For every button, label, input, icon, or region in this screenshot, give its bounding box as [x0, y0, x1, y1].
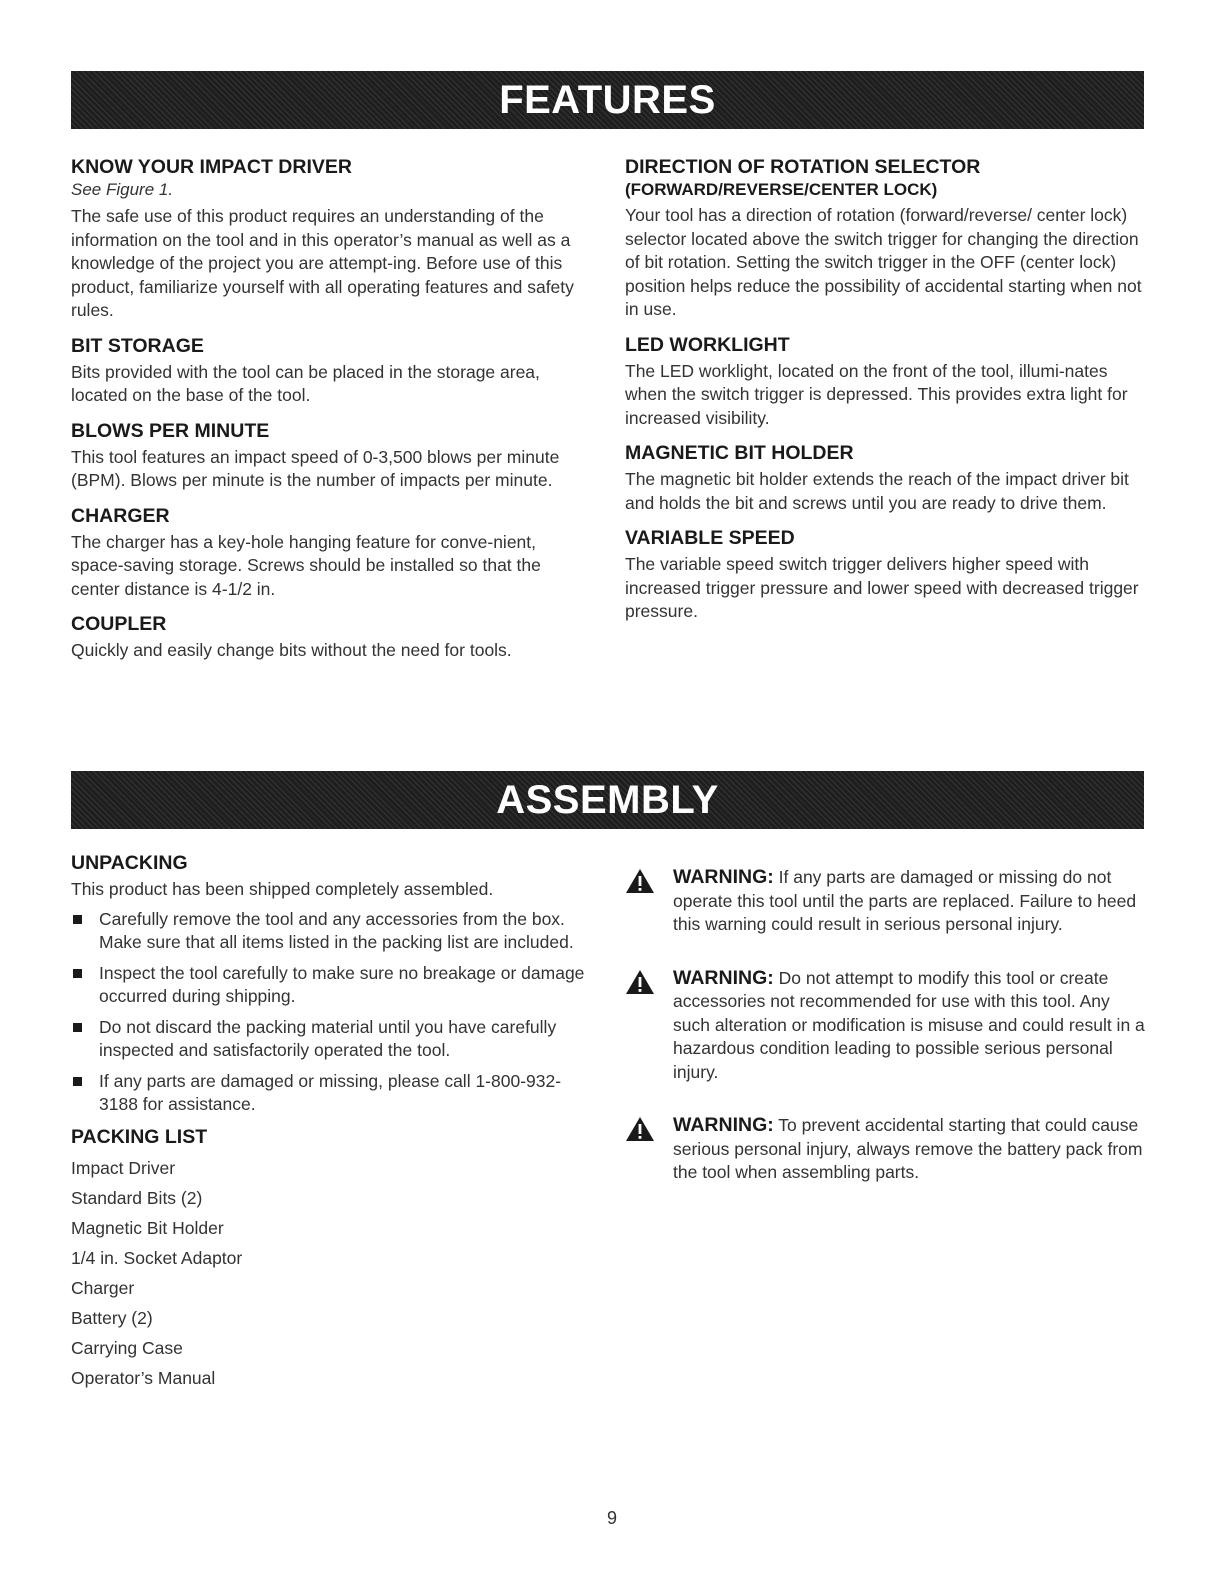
assembly-title: ASSEMBLY	[496, 777, 719, 822]
section-led-worklight	[625, 333, 1145, 431]
list-item: Do not discard the packing material until you have carefully inspected and satisfactorily operated the tool.	[71, 1016, 591, 1063]
bullet-square-icon	[73, 969, 82, 978]
section-know-your-impact-driver	[71, 155, 591, 323]
packing-list	[71, 1153, 591, 1393]
warning-block	[625, 866, 1145, 937]
features-banner	[71, 71, 1144, 129]
assembly-banner	[71, 771, 1144, 829]
list-item: Charger	[71, 1277, 135, 1298]
features-right-column	[625, 155, 1145, 635]
list-item: If any parts are damaged or missing, please call 1-800-932-3188 for assistance.	[71, 1070, 591, 1117]
section-heading: LED WORKLIGHT	[625, 333, 790, 356]
page-number: 9	[606, 1508, 617, 1528]
warning-label: WARNING:	[673, 1114, 774, 1136]
section-magnetic-bit-holder	[625, 441, 1145, 515]
list-item: Operator’s Manual	[71, 1367, 216, 1388]
section-heading: DIRECTION OF ROTATION SELECTOR	[625, 156, 981, 178]
section-intro: This product has been shipped completely assembled.	[71, 879, 494, 899]
warning-text: WARNING: If any parts are damaged or missing do not operate this tool until the parts are replaced. Failure to heed this warning could result in serious personal injury.	[673, 866, 1137, 934]
section-packing-list	[71, 1125, 591, 1393]
warning-triangle-icon	[625, 969, 655, 995]
figure-reference: See Figure 1.	[71, 180, 174, 199]
list-item: Battery (2)	[71, 1307, 153, 1328]
bullet-square-icon	[73, 915, 82, 924]
assembly-left-column	[71, 851, 591, 1393]
list-item: Standard Bits (2)	[71, 1187, 203, 1208]
section-heading: BIT STORAGE	[71, 334, 204, 357]
unpacking-list	[71, 908, 591, 1117]
section-coupler	[71, 612, 591, 663]
warning-block	[625, 1114, 1145, 1185]
list-item: Magnetic Bit Holder	[71, 1217, 224, 1238]
warning-label: WARNING:	[673, 966, 774, 989]
warning-triangle-icon	[625, 1116, 655, 1142]
section-heading: COUPLER	[71, 613, 167, 635]
section-body: The variable speed switch trigger delivers higher speed with increased trigger pressure and lower speed with decreased trigger pressure.	[625, 554, 1139, 621]
list-item: Carefully remove the tool and any accessories from the box. Make sure that all items listed in the packing list are included.	[71, 908, 591, 955]
section-charger	[71, 504, 591, 602]
bullet-square-icon	[73, 1077, 82, 1086]
warning-block	[625, 967, 1145, 1085]
warning-triangle-icon	[625, 868, 655, 894]
list-item: Carrying Case	[71, 1337, 183, 1358]
section-heading: BLOWS PER MINUTE	[71, 419, 270, 442]
section-heading: VARIABLE SPEED	[625, 527, 795, 549]
section-body: This tool features an impact speed of 0-3,500 blows per minute (BPM). Blows per minute is the number of impacts per minute.	[71, 446, 560, 490]
section-heading: CHARGER	[71, 504, 170, 527]
section-heading: MAGNETIC BIT HOLDER	[625, 442, 854, 464]
section-body: The charger has a key-hole hanging feature for conve-nient, space-saving storage. Screws should be installed so that the center distance is 4-1/2 in.	[71, 531, 541, 599]
bullet-square-icon	[73, 1023, 82, 1032]
warning-text: WARNING: Do not attempt to modify this tool or create accessories not recommended for use with this tool. Any such alteration or modification is misuse and could result in a hazardous condition leading to possible serious personal injury.	[673, 966, 1145, 1082]
list-item: 1/4 in. Socket Adaptor	[71, 1247, 243, 1268]
section-body: The safe use of this product requires an understanding of the information on the tool and in this operator’s manual as well as a knowledge of the project you are attempt-ing. Before use of this product, familiarize yourself with all operating features and safety rules.	[71, 206, 574, 320]
warning-label: WARNING:	[673, 866, 774, 888]
warning-text: WARNING: To prevent accidental starting that could cause serious personal injury, always remove the battery pack from the tool when assembling parts.	[673, 1114, 1143, 1182]
features-left-column	[71, 155, 591, 674]
section-heading: PACKING LIST	[71, 1125, 208, 1148]
section-body: Quickly and easily change bits without the need for tools.	[71, 640, 512, 660]
section-heading: KNOW YOUR IMPACT DRIVER	[71, 156, 352, 178]
section-unpacking	[71, 851, 591, 1117]
list-item: Impact Driver	[71, 1157, 176, 1178]
features-title: FEATURES	[499, 77, 716, 122]
section-body: The magnetic bit holder extends the reach of the impact driver bit and holds the bit and screws until you are ready to drive them.	[625, 469, 1129, 513]
section-subheading: (FORWARD/REVERSE/CENTER LOCK)	[625, 180, 938, 199]
section-body: The LED worklight, located on the front of the tool, illumi-nates when the switch trigger is depressed. This provides extra light for increased visibility.	[625, 360, 1128, 428]
section-direction-of-rotation	[625, 155, 1145, 322]
section-body: Bits provided with the tool can be placed in the storage area, located on the base of the tool.	[71, 361, 540, 405]
section-body: Your tool has a direction of rotation (forward/reverse/ center lock) selector located above the switch trigger for changing the direction of bit rotation. Setting the switch trigger in the OFF (center lock) position helps reduce the possibility of accidental starting when not in use.	[625, 205, 1142, 319]
assembly-right-column	[625, 866, 1145, 1215]
list-item: Inspect the tool carefully to make sure no breakage or damage occurred during shipping.	[71, 962, 591, 1009]
section-variable-speed	[625, 526, 1145, 624]
section-blows-per-minute	[71, 419, 591, 493]
section-heading: UNPACKING	[71, 852, 188, 874]
section-bit-storage	[71, 334, 591, 408]
